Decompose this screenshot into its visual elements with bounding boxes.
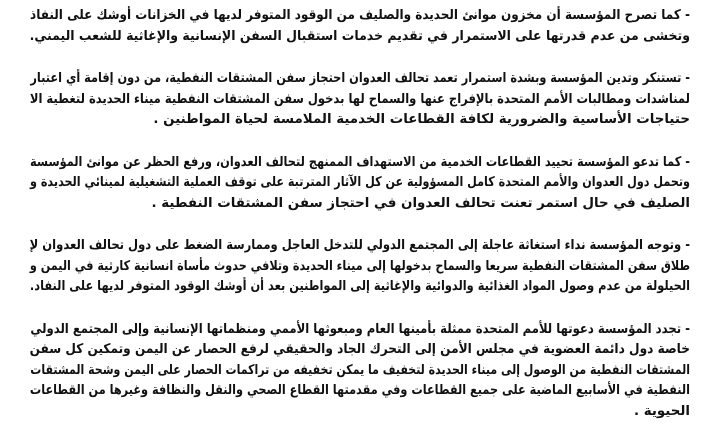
text-line: - تجدد المؤسسة دعوتها للأمم المتحدة ممثلة بأمينها العام ومبعوثها الأممي ومنظماتها الإنسانية وإلى المجتمع الدولي bbox=[30, 321, 691, 337]
text-line: لمناشدات ومطالبات الأمم المتحدة بالإفراج عنها والسماح لها بدخول سفن المشتقات النفطية ميناء الحديدة لتغطية الا bbox=[29, 91, 690, 107]
paragraph-condemnation bbox=[30, 69, 690, 131]
text-line: الحيلولة من عدم وصول المواد الغذائية والدوائية والإغاثية إلى المواطنين بعد أن أوشك الوقود المتوفر لديها على النفاد. bbox=[29, 279, 691, 294]
paragraph-un-call bbox=[30, 320, 690, 423]
paragraph-urgent-appeal bbox=[30, 236, 690, 298]
text-line: المشتقات النفطية من الوصول إلى ميناء الحديدة لتخفيف ما يمكن تخفيفه من تراكمات الحصار على اليمن وشحة المشتقات bbox=[30, 362, 691, 378]
text-line: الصليف في حال استمر تعنت تحالف العدوان في احتجاز سفن المشتقات النفطية . bbox=[151, 195, 690, 211]
paragraph-fuel-stock bbox=[30, 6, 690, 47]
text-line: خاصة دول دائمة العضوية في مجلس الأمن إلى التحرك الجاد والحقيقي لرفع الحصار عن اليمن وتمكين كل سفن bbox=[29, 342, 691, 357]
text-line: النفطية في الأسابيع الماضية على جميع القطاعات وفي مقدمتها القطاع الصحي والنقل والنظافة وغيرها من القطاعات bbox=[29, 383, 691, 398]
text-line: - كما تصرح المؤسسة أن مخزون موانئ الحديدة والصليف من الوقود المتوفر لديها في الخزانات أوشك على النفاذ bbox=[30, 8, 691, 23]
text-line: وتخشى من عدم قدرتها على الاستمرار في تقديم خدمات استقبال السفن الإنسانية والإغاثية للشعب اليمني. bbox=[29, 28, 690, 44]
text-line: وتحمل دول العدوان والأمم المتحدة كامل المسؤولية عن كل الآثار المترتبة على توقف العملية التشغيلية لمينائي الحديدة و bbox=[30, 175, 690, 190]
text-line: الحيوية . bbox=[633, 403, 690, 419]
text-line: طلاق سفن المشتقات النفطية سريعا والسماح بدخولها إلى ميناء الحديدة وتلافي حدوث مأساة انسانية كارثية في اليمن و bbox=[29, 258, 691, 274]
paragraph-neutralize-services bbox=[30, 153, 690, 215]
text-line: - تستنكر وتدين المؤسسة وبشدة استمرار تعمد تحالف العدوان احتجاز سفن المشتقات النفطية، من دون إقامة أي اعتبار bbox=[30, 71, 691, 86]
text-line: حتياجات الأساسية والضرورية لكافة القطاعات الخدمية الملامسة لحياة المواطنين . bbox=[153, 112, 690, 127]
text-line: - كما تدعو المؤسسة تحييد القطاعات الخدمية من الاستهداف الممنهج لتحالف العدوان، ورفع الحظر عن موانئ المؤسسة bbox=[30, 154, 691, 170]
text-line: - وتوجه المؤسسة نداء استغاثة عاجلة إلى المجتمع الدولي للتدخل العاجل وممارسة الضغط على دول تحالف العدوان لإ bbox=[29, 238, 691, 253]
